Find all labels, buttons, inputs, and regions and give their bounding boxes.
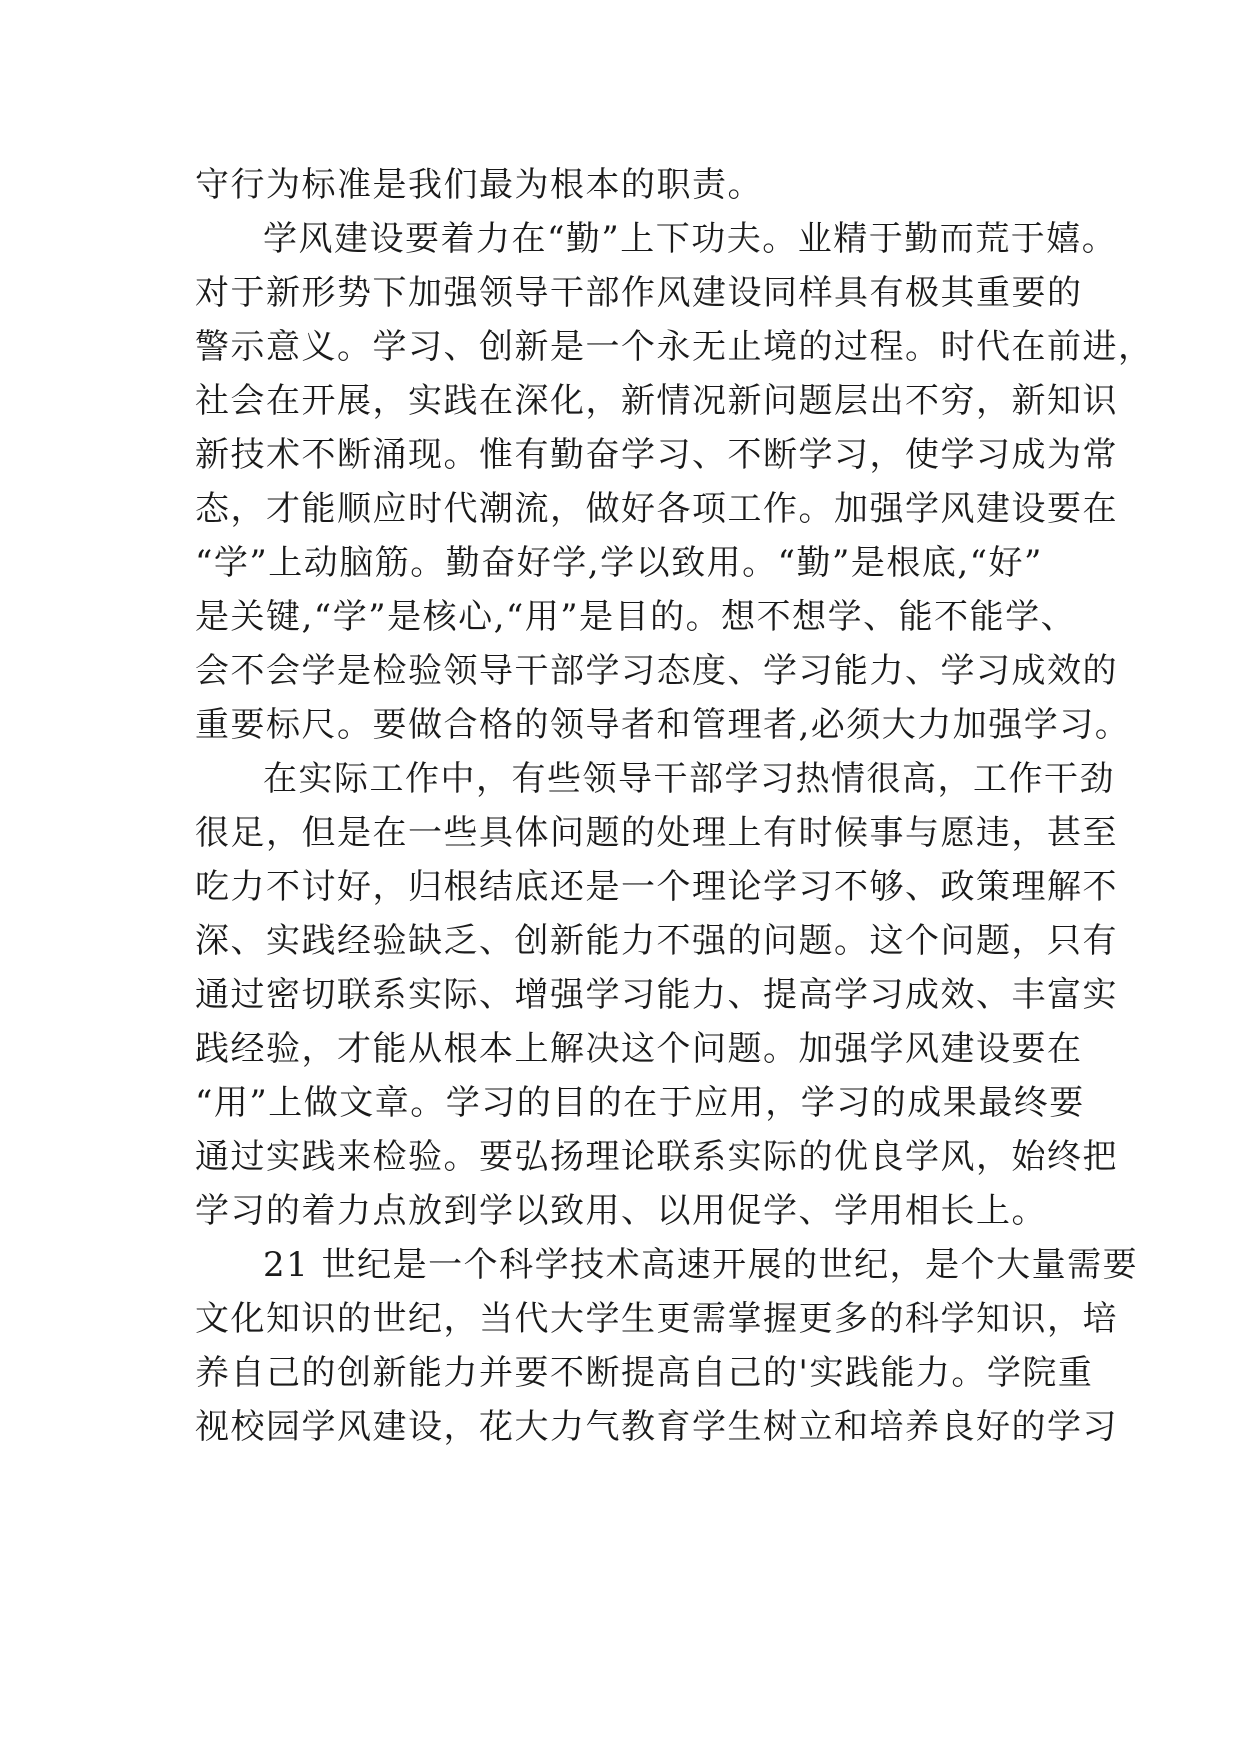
- text-line: 吃力不讨好，归根结底还是一个理论学习不够、政策理解不: [195, 867, 1118, 907]
- text-line: “学”上动脑筋。勤奋好学,学以致用。“勤”是根底,“好”: [195, 543, 1043, 583]
- text-line: 对于新形势下加强领导干部作风建设同样具有极其重要的: [195, 273, 1083, 313]
- text-line: 学习的着力点放到学以致用、以用促学、学用相长上。: [195, 1191, 1047, 1231]
- text-line: 很足，但是在一些具体问题的处理上有时候事与愿违，甚至: [195, 813, 1118, 853]
- text-line: 新技术不断涌现。惟有勤奋学习、不断学习，使学习成为常: [195, 435, 1118, 475]
- text-line: 通过实践来检验。要弘扬理论联系实际的优良学风，始终把: [195, 1137, 1118, 1177]
- text-line: 深、实践经验缺乏、创新能力不强的问题。这个问题，只有: [195, 921, 1118, 961]
- text-line: 通过密切联系实际、增强学习能力、提高学习成效、丰富实: [195, 975, 1118, 1015]
- text-line: 是关键,“学”是核心,“用”是目的。想不想学、能不能学、: [195, 597, 1077, 637]
- text-line: 守行为标准是我们最为根本的职责。: [195, 165, 763, 205]
- text-line: 重要标尺。要做合格的领导者和管理者,必须大力加强学习。: [195, 705, 1131, 745]
- text-line: “用”上做文章。学习的目的在于应用，学习的成果最终要: [195, 1083, 1085, 1123]
- text-line: 养自己的创新能力并要不断提高自己的'实践能力。学院重: [195, 1353, 1094, 1393]
- text-line: 警示意义。学习、创新是一个永无止境的过程。时代在前进，: [195, 327, 1154, 367]
- text-line: 视校园学风建设，花大力气教育学生树立和培养良好的学习: [195, 1407, 1118, 1447]
- body-text: [195, 158, 1154, 1454]
- text-line: 态，才能顺应时代潮流，做好各项工作。加强学风建设要在: [195, 489, 1118, 529]
- text-line: 会不会学是检验领导干部学习态度、学习能力、学习成效的: [195, 651, 1118, 691]
- text-line: 社会在开展，实践在深化，新情况新问题层出不穷，新知识: [195, 381, 1118, 421]
- text-line: 21 世纪是一个科学技术高速开展的世纪，是个大量需要: [263, 1245, 1139, 1285]
- text-line: 文化知识的世纪，当代大学生更需掌握更多的科学知识，培: [195, 1299, 1118, 1339]
- text-line: 践经验，才能从根本上解决这个问题。加强学风建设要在: [195, 1029, 1083, 1069]
- text-line: 在实际工作中，有些领导干部学习热情很高，工作干劲: [263, 759, 1115, 799]
- text-line: 学风建设要着力在“勤”上下功夫。业精于勤而荒于嬉。: [263, 219, 1118, 259]
